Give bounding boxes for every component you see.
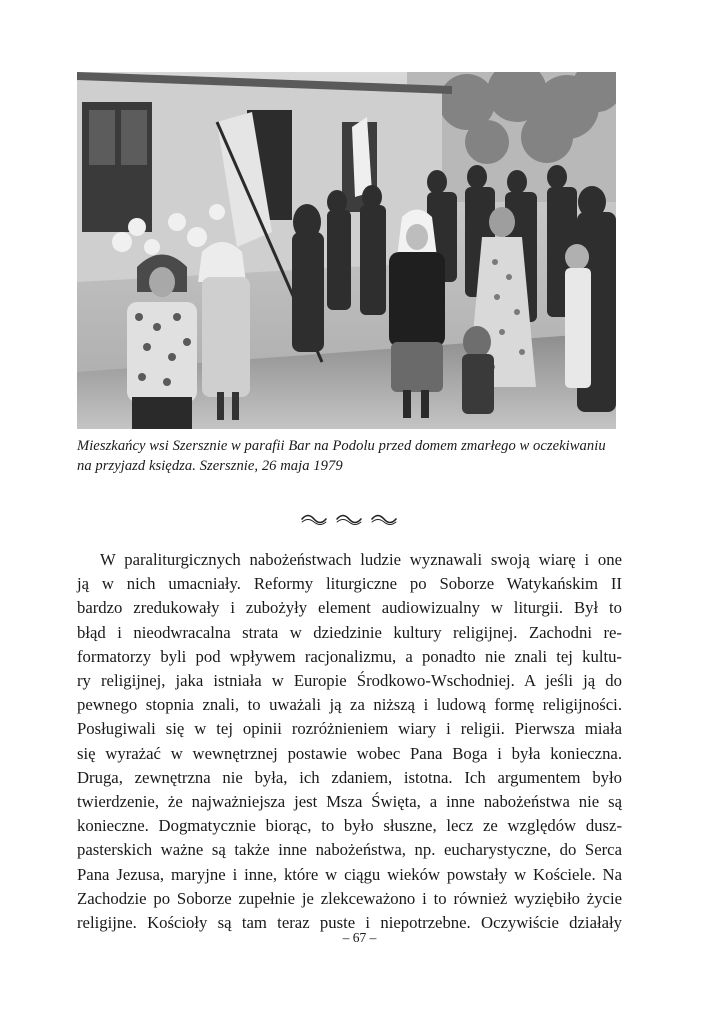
photo-caption [77, 436, 622, 476]
text-line: pewnego stopnia znali, to uważali ją za niższą i ludową formę religijności. [77, 695, 622, 715]
text-line: Zachodzie po Soborze zupełnie je zlekceważono i to również wyziębiło życie [77, 888, 622, 908]
text-line: W paraliturgicznych nabożeństwach ludzie wyznawali swoją wiarę i one [100, 550, 622, 569]
page-number: – 67 – [342, 930, 377, 945]
text-line: pasterskich ważne są także inne nabożeństwa, np. eucharystyczne, do Serca [77, 840, 622, 860]
text-line: Pana Jezusa, maryjne i inne, które w ciągu wieków powstały w Kościele. Na [77, 864, 622, 884]
wave-ornament-icon [300, 509, 400, 529]
text-line: błąd i nieodwracalna strata w dziedzinie kultury religijnej. Zachodni re- [77, 622, 622, 642]
caption-line: na przyjazd księdza. Szersznie, 26 maja 1979 [77, 458, 343, 474]
photograph [77, 72, 616, 429]
text-line: Posługiwali się w tej opinii rozróżnieniem wiary i religii. Pierwsza miała [77, 719, 622, 739]
crowd-photo-icon [77, 72, 616, 429]
text-line: twierdzenie, że najważniejsza jest Msza Święta, a inne nabożeństwa nie są [77, 792, 622, 812]
text-line: się wyrażać w wewnętrznej postawie wobec Pana Boga i była konieczna. [77, 743, 622, 763]
text-line: Druga, zewnętrzna nie była, ich zdaniem, istotna. Ich argumentem było [77, 767, 622, 787]
text-line: ją w nich umacniały. Reformy liturgiczne po Soborze Watykańskim II [77, 574, 622, 594]
text-line: religijne. Kościoły są tam teraz puste i niepotrzebne. Oczywiście działały [77, 913, 622, 933]
text-line: formatorzy byli pod wpływem racjonalizmu, a ponadto nie znali tej kultu- [77, 646, 622, 666]
text-line: ry religijnej, jaka istniała w Europie Środkowo-Wschodniej. A jeśli ją do [77, 671, 622, 691]
text-line: konieczne. Dogmatycznie biorąc, to było słuszne, lecz ze względów dusz- [77, 816, 622, 836]
body-paragraph [77, 548, 622, 935]
caption-line: Mieszkańcy wsi Szersznie w parafii Bar na Podolu przed domem zmarłego w oczekiwaniu [77, 438, 606, 454]
text-line: bardzo zredukowały i zubożyły element audiowizualny w liturgii. Był to [77, 598, 622, 618]
